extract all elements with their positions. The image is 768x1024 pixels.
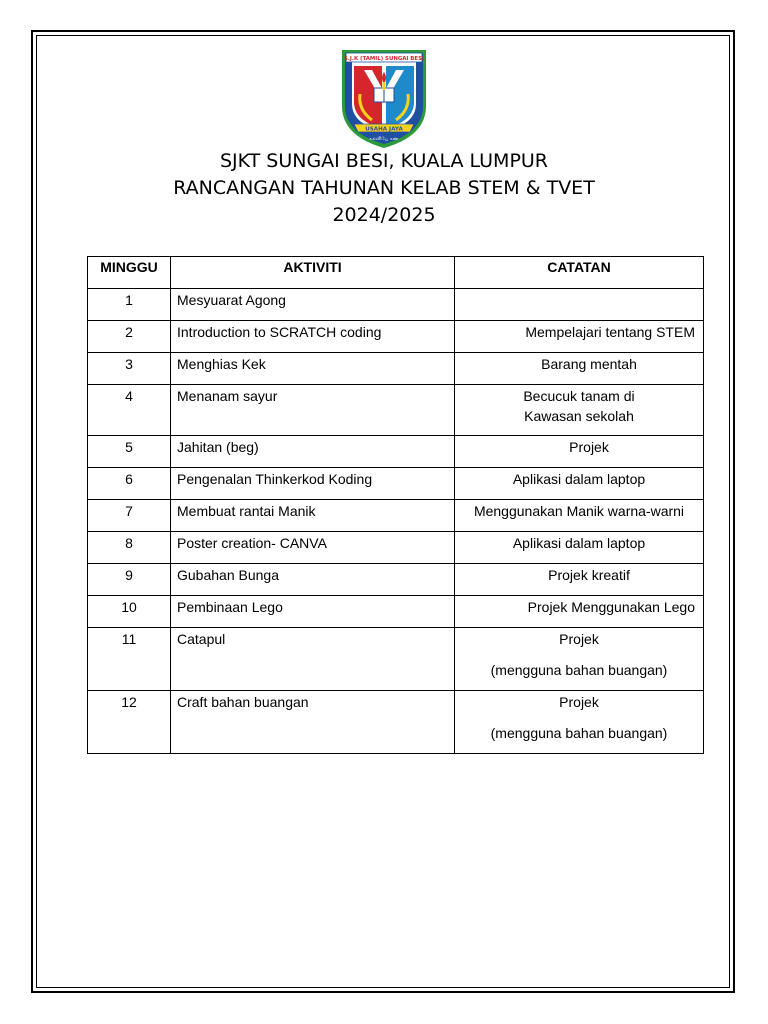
note-cell: Barang mentah [455,353,704,385]
svg-text:USAHA JAYA: USAHA JAYA [365,126,403,133]
table-row [88,532,704,564]
activity-cell: Introduction to SCRATCH coding [171,321,455,353]
document-title-plan: RANCANGAN TAHUNAN KELAB STEM & TVET [173,177,595,199]
note-line-2: (mengguna bahan buangan) [490,725,668,741]
note-cell: Projek Menggunakan Lego [455,596,704,628]
activity-cell: Jahitan (beg) [171,436,455,468]
svg-text:கல்வியே கண்: கல்வியே கண் [369,137,399,142]
table-row [88,468,704,500]
table-row [88,321,704,353]
table-row [88,564,704,596]
week-cell: 3 [88,353,171,385]
note-line-1: Becucuk tanam di [523,388,635,404]
note-cell [455,289,704,321]
school-crest-logo [334,44,434,150]
table-row [88,596,704,628]
note-cell: Projek [455,436,704,468]
table-row [88,628,704,691]
note-line-2: (mengguna bahan buangan) [490,662,668,678]
week-cell: 9 [88,564,171,596]
table-row [88,691,704,754]
svg-text:S.J.K (TAMIL) SUNGAI BESI: S.J.K (TAMIL) SUNGAI BESI [343,56,425,62]
activity-cell: Pembinaan Lego [171,596,455,628]
note-cell: Menggunakan Manik warna-warni [455,500,704,532]
week-cell: 10 [88,596,171,628]
week-cell: 1 [88,289,171,321]
note-cell [455,385,704,436]
header-minggu: MINGGU [88,257,171,289]
activity-cell: Poster creation- CANVA [171,532,455,564]
week-cell: 11 [88,628,171,691]
table-header-row [88,257,704,289]
note-line-1: Projek [559,694,599,710]
note-cell: Aplikasi dalam laptop [455,468,704,500]
activity-cell: Menanam sayur [171,385,455,436]
activity-cell: Craft bahan buangan [171,691,455,754]
table-row [88,385,704,436]
note-line-1: Projek [559,631,599,647]
table-row [88,500,704,532]
table-row [88,289,704,321]
week-cell: 2 [88,321,171,353]
document-title-school: SJKT SUNGAI BESI, KUALA LUMPUR [219,150,549,172]
header-catatan: CATATAN [455,257,704,289]
document-title-year: 2024/2025 [332,204,436,226]
activity-cell: Membuat rantai Manik [171,500,455,532]
week-cell: 6 [88,468,171,500]
activity-cell: Mesyuarat Agong [171,289,455,321]
header-aktiviti: AKTIVITI [171,257,455,289]
table-row [88,353,704,385]
activity-cell: Catapul [171,628,455,691]
activity-cell: Pengenalan Thinkerkod Koding [171,468,455,500]
activity-cell: Gubahan Bunga [171,564,455,596]
week-cell: 5 [88,436,171,468]
note-line-2: Kawasan sekolah [524,408,634,424]
week-cell: 12 [88,691,171,754]
note-cell: Mempelajari tentang STEM [455,321,704,353]
week-cell: 8 [88,532,171,564]
note-cell: Aplikasi dalam laptop [455,532,704,564]
note-cell [455,691,704,754]
note-cell: Projek kreatif [455,564,704,596]
week-cell: 4 [88,385,171,436]
note-cell [455,628,704,691]
week-cell: 7 [88,500,171,532]
annual-plan-table [87,256,704,754]
table-row [88,436,704,468]
activity-cell: Menghias Kek [171,353,455,385]
